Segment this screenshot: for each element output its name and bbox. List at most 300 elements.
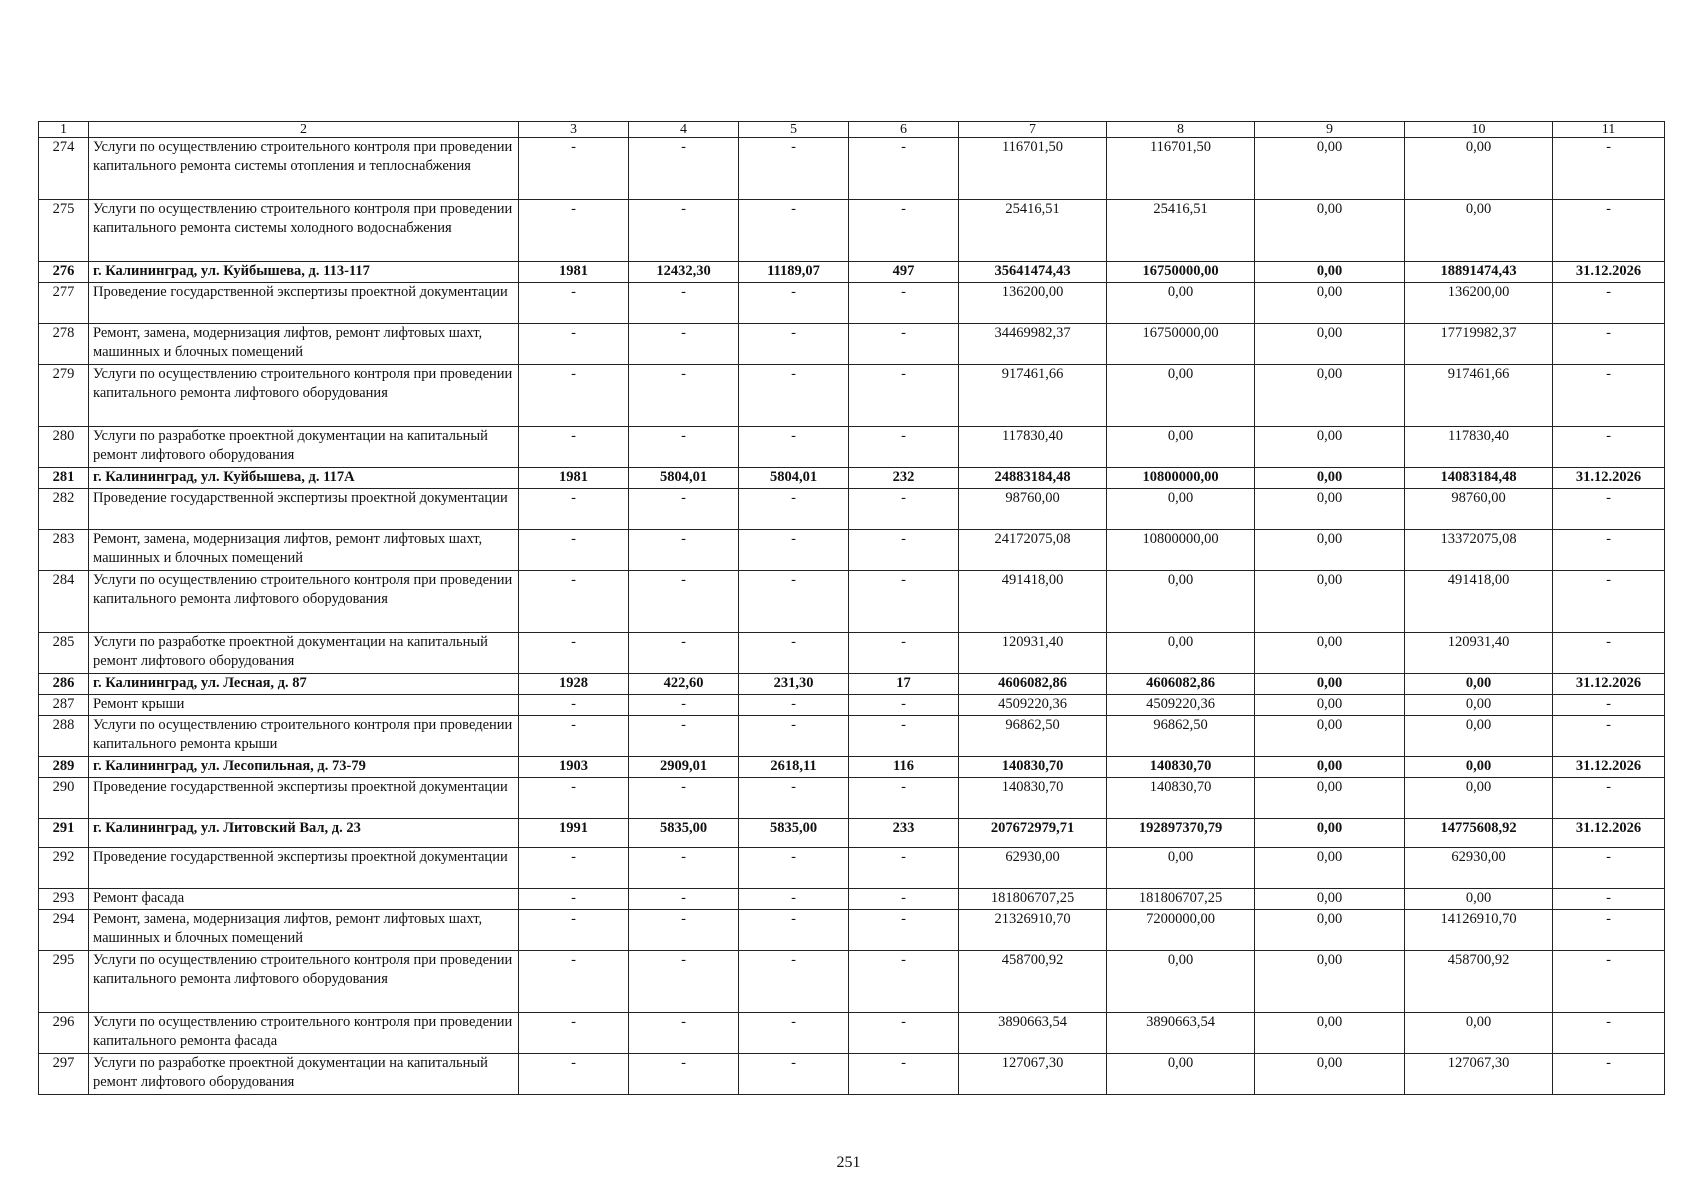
- residents: -: [849, 365, 959, 427]
- row-description: г. Калининград, ул. Куйбышева, д. 117А: [89, 468, 519, 489]
- cost-budget: 0,00: [1255, 262, 1405, 283]
- row-description: Услуги по осуществлению строительного контроля при проведении капитального ремонта крыши: [89, 716, 519, 757]
- row-description: Услуги по осуществлению строительного контроля при проведении капитального ремонта лифтового оборудования: [89, 365, 519, 427]
- cost-fund: 0,00: [1107, 489, 1255, 530]
- row-description: Проведение государственной экспертизы проектной документации: [89, 778, 519, 819]
- total-cost: 458700,92: [959, 951, 1107, 1013]
- cost-fund: 181806707,25: [1107, 889, 1255, 910]
- row-number: 278: [39, 324, 89, 365]
- completion-date: -: [1553, 283, 1665, 324]
- residents: 232: [849, 468, 959, 489]
- cost-fund: 0,00: [1107, 1054, 1255, 1095]
- row-number: 286: [39, 674, 89, 695]
- column-header: 7: [959, 122, 1107, 138]
- total-cost: 491418,00: [959, 571, 1107, 633]
- build-year: -: [519, 1054, 629, 1095]
- completion-date: 31.12.2026: [1553, 468, 1665, 489]
- total-cost: 116701,50: [959, 138, 1107, 200]
- living-area: -: [739, 324, 849, 365]
- total-area: -: [629, 283, 739, 324]
- residents: -: [849, 848, 959, 889]
- total-area: 12432,30: [629, 262, 739, 283]
- cost-budget: 0,00: [1255, 695, 1405, 716]
- living-area: -: [739, 200, 849, 262]
- row-description: Услуги по разработке проектной документации на капитальный ремонт лифтового оборудования: [89, 427, 519, 468]
- row-description: г. Калининград, ул. Литовский Вал, д. 23: [89, 819, 519, 848]
- cost-owners: 0,00: [1405, 674, 1553, 695]
- row-description: Услуги по осуществлению строительного контроля при проведении капитального ремонта лифтового оборудования: [89, 951, 519, 1013]
- residents: -: [849, 530, 959, 571]
- completion-date: -: [1553, 695, 1665, 716]
- completion-date: -: [1553, 200, 1665, 262]
- total-cost: 4509220,36: [959, 695, 1107, 716]
- total-cost: 207672979,71: [959, 819, 1107, 848]
- living-area: -: [739, 283, 849, 324]
- table-row: [39, 324, 1665, 365]
- total-cost: 62930,00: [959, 848, 1107, 889]
- address-row: [39, 468, 1665, 489]
- build-year: -: [519, 778, 629, 819]
- row-number: 274: [39, 138, 89, 200]
- table-row: [39, 951, 1665, 1013]
- cost-owners: 0,00: [1405, 1013, 1553, 1054]
- completion-date: -: [1553, 138, 1665, 200]
- build-year: -: [519, 138, 629, 200]
- total-area: -: [629, 848, 739, 889]
- living-area: -: [739, 951, 849, 1013]
- cost-fund: 140830,70: [1107, 778, 1255, 819]
- cost-owners: 0,00: [1405, 716, 1553, 757]
- living-area: -: [739, 848, 849, 889]
- total-area: -: [629, 427, 739, 468]
- cost-owners: 14083184,48: [1405, 468, 1553, 489]
- build-year: -: [519, 633, 629, 674]
- cost-budget: 0,00: [1255, 530, 1405, 571]
- row-description: Ремонт, замена, модернизация лифтов, ремонт лифтовых шахт, машинных и блочных помещений: [89, 530, 519, 571]
- total-cost: 140830,70: [959, 778, 1107, 819]
- residents: -: [849, 716, 959, 757]
- row-description: Ремонт крыши: [89, 695, 519, 716]
- build-year: -: [519, 571, 629, 633]
- living-area: 5835,00: [739, 819, 849, 848]
- capital-repair-table: [38, 121, 1665, 1095]
- table-row: [39, 1054, 1665, 1095]
- cost-owners: 0,00: [1405, 695, 1553, 716]
- living-area: -: [739, 778, 849, 819]
- total-area: -: [629, 889, 739, 910]
- total-area: -: [629, 695, 739, 716]
- build-year: -: [519, 324, 629, 365]
- residents: -: [849, 778, 959, 819]
- column-header: 6: [849, 122, 959, 138]
- row-number: 290: [39, 778, 89, 819]
- completion-date: -: [1553, 1054, 1665, 1095]
- residents: 17: [849, 674, 959, 695]
- cost-fund: 0,00: [1107, 951, 1255, 1013]
- residents: -: [849, 889, 959, 910]
- row-number: 279: [39, 365, 89, 427]
- row-description: Ремонт фасада: [89, 889, 519, 910]
- build-year: -: [519, 1013, 629, 1054]
- total-area: -: [629, 200, 739, 262]
- total-cost: 35641474,43: [959, 262, 1107, 283]
- address-row: [39, 262, 1665, 283]
- completion-date: -: [1553, 633, 1665, 674]
- table-row: [39, 778, 1665, 819]
- total-cost: 98760,00: [959, 489, 1107, 530]
- cost-fund: 0,00: [1107, 283, 1255, 324]
- living-area: -: [739, 365, 849, 427]
- row-description: г. Калининград, ул. Куйбышева, д. 113-117: [89, 262, 519, 283]
- living-area: -: [739, 695, 849, 716]
- build-year: -: [519, 427, 629, 468]
- completion-date: -: [1553, 365, 1665, 427]
- column-header: 1: [39, 122, 89, 138]
- cost-owners: 136200,00: [1405, 283, 1553, 324]
- cost-fund: 10800000,00: [1107, 530, 1255, 571]
- residents: -: [849, 283, 959, 324]
- row-number: 296: [39, 1013, 89, 1054]
- table-row: [39, 530, 1665, 571]
- cost-fund: 0,00: [1107, 848, 1255, 889]
- total-area: -: [629, 138, 739, 200]
- column-number-row: [39, 122, 1665, 138]
- cost-budget: 0,00: [1255, 716, 1405, 757]
- row-number: 282: [39, 489, 89, 530]
- cost-fund: 3890663,54: [1107, 1013, 1255, 1054]
- table-row: [39, 200, 1665, 262]
- row-number: 287: [39, 695, 89, 716]
- cost-budget: 0,00: [1255, 468, 1405, 489]
- cost-owners: 62930,00: [1405, 848, 1553, 889]
- row-description: Услуги по осуществлению строительного контроля при проведении капитального ремонта системы холодного водоснабжения: [89, 200, 519, 262]
- column-header: 10: [1405, 122, 1553, 138]
- build-year: -: [519, 716, 629, 757]
- cost-budget: 0,00: [1255, 889, 1405, 910]
- residents: -: [849, 427, 959, 468]
- total-area: 5835,00: [629, 819, 739, 848]
- cost-fund: 116701,50: [1107, 138, 1255, 200]
- residents: -: [849, 1013, 959, 1054]
- residents: -: [849, 489, 959, 530]
- row-number: 276: [39, 262, 89, 283]
- build-year: -: [519, 200, 629, 262]
- cost-fund: 7200000,00: [1107, 910, 1255, 951]
- cost-budget: 0,00: [1255, 283, 1405, 324]
- living-area: 231,30: [739, 674, 849, 695]
- cost-budget: 0,00: [1255, 951, 1405, 1013]
- cost-fund: 4606082,86: [1107, 674, 1255, 695]
- living-area: 2618,11: [739, 757, 849, 778]
- completion-date: -: [1553, 1013, 1665, 1054]
- completion-date: -: [1553, 778, 1665, 819]
- row-number: 280: [39, 427, 89, 468]
- total-cost: 136200,00: [959, 283, 1107, 324]
- completion-date: -: [1553, 716, 1665, 757]
- total-cost: 917461,66: [959, 365, 1107, 427]
- row-description: Проведение государственной экспертизы проектной документации: [89, 848, 519, 889]
- build-year: 1903: [519, 757, 629, 778]
- total-cost: 120931,40: [959, 633, 1107, 674]
- page-number: 251: [836, 1154, 861, 1171]
- total-area: -: [629, 910, 739, 951]
- cost-owners: 917461,66: [1405, 365, 1553, 427]
- column-header: 11: [1553, 122, 1665, 138]
- cost-owners: 127067,30: [1405, 1054, 1553, 1095]
- build-year: -: [519, 365, 629, 427]
- build-year: 1928: [519, 674, 629, 695]
- column-header: 8: [1107, 122, 1255, 138]
- row-number: 289: [39, 757, 89, 778]
- table-row: [39, 489, 1665, 530]
- residents: 497: [849, 262, 959, 283]
- residents: -: [849, 200, 959, 262]
- address-row: [39, 674, 1665, 695]
- table-row: [39, 848, 1665, 889]
- cost-budget: 0,00: [1255, 427, 1405, 468]
- build-year: -: [519, 889, 629, 910]
- cost-owners: 0,00: [1405, 200, 1553, 262]
- living-area: -: [739, 910, 849, 951]
- build-year: -: [519, 695, 629, 716]
- row-number: 281: [39, 468, 89, 489]
- row-description: Проведение государственной экспертизы проектной документации: [89, 283, 519, 324]
- cost-fund: 0,00: [1107, 365, 1255, 427]
- total-area: -: [629, 324, 739, 365]
- total-area: 422,60: [629, 674, 739, 695]
- total-area: -: [629, 365, 739, 427]
- table-row: [39, 633, 1665, 674]
- table-row: [39, 138, 1665, 200]
- cost-owners: 458700,92: [1405, 951, 1553, 1013]
- build-year: 1981: [519, 262, 629, 283]
- residents: -: [849, 1054, 959, 1095]
- build-year: 1991: [519, 819, 629, 848]
- total-area: -: [629, 530, 739, 571]
- build-year: -: [519, 530, 629, 571]
- living-area: -: [739, 716, 849, 757]
- living-area: 5804,01: [739, 468, 849, 489]
- table-row: [39, 695, 1665, 716]
- row-description: г. Калининград, ул. Лесная, д. 87: [89, 674, 519, 695]
- completion-date: -: [1553, 489, 1665, 530]
- row-description: Проведение государственной экспертизы проектной документации: [89, 489, 519, 530]
- total-cost: 34469982,37: [959, 324, 1107, 365]
- cost-budget: 0,00: [1255, 489, 1405, 530]
- row-description: г. Калининград, ул. Лесопильная, д. 73-79: [89, 757, 519, 778]
- cost-owners: 491418,00: [1405, 571, 1553, 633]
- cost-fund: 16750000,00: [1107, 262, 1255, 283]
- cost-fund: 140830,70: [1107, 757, 1255, 778]
- living-area: -: [739, 1054, 849, 1095]
- cost-budget: 0,00: [1255, 138, 1405, 200]
- cost-owners: 18891474,43: [1405, 262, 1553, 283]
- cost-owners: 17719982,37: [1405, 324, 1553, 365]
- build-year: -: [519, 951, 629, 1013]
- row-number: 275: [39, 200, 89, 262]
- total-area: -: [629, 1013, 739, 1054]
- cost-owners: 14126910,70: [1405, 910, 1553, 951]
- cost-budget: 0,00: [1255, 324, 1405, 365]
- cost-owners: 0,00: [1405, 138, 1553, 200]
- residents: -: [849, 951, 959, 1013]
- cost-owners: 13372075,08: [1405, 530, 1553, 571]
- cost-fund: 10800000,00: [1107, 468, 1255, 489]
- column-header: 2: [89, 122, 519, 138]
- cost-budget: 0,00: [1255, 571, 1405, 633]
- total-area: -: [629, 571, 739, 633]
- build-year: -: [519, 910, 629, 951]
- cost-budget: 0,00: [1255, 848, 1405, 889]
- completion-date: -: [1553, 910, 1665, 951]
- cost-fund: 16750000,00: [1107, 324, 1255, 365]
- address-row: [39, 757, 1665, 778]
- living-area: -: [739, 530, 849, 571]
- row-description: Услуги по разработке проектной документации на капитальный ремонт лифтового оборудования: [89, 633, 519, 674]
- row-number: 297: [39, 1054, 89, 1095]
- table-row: [39, 283, 1665, 324]
- total-cost: 117830,40: [959, 427, 1107, 468]
- living-area: -: [739, 889, 849, 910]
- total-cost: 21326910,70: [959, 910, 1107, 951]
- table-row: [39, 910, 1665, 951]
- residents: 116: [849, 757, 959, 778]
- column-header: 4: [629, 122, 739, 138]
- total-cost: 24172075,08: [959, 530, 1107, 571]
- cost-owners: 117830,40: [1405, 427, 1553, 468]
- row-number: 292: [39, 848, 89, 889]
- cost-owners: 98760,00: [1405, 489, 1553, 530]
- residents: 233: [849, 819, 959, 848]
- total-cost: 4606082,86: [959, 674, 1107, 695]
- column-header: 9: [1255, 122, 1405, 138]
- completion-date: 31.12.2026: [1553, 819, 1665, 848]
- row-description: Услуги по осуществлению строительного контроля при проведении капитального ремонта системы отопления и теплоснабжения: [89, 138, 519, 200]
- cost-budget: 0,00: [1255, 1054, 1405, 1095]
- total-area: 2909,01: [629, 757, 739, 778]
- cost-owners: 14775608,92: [1405, 819, 1553, 848]
- cost-budget: 0,00: [1255, 910, 1405, 951]
- row-description: Ремонт, замена, модернизация лифтов, ремонт лифтовых шахт, машинных и блочных помещений: [89, 910, 519, 951]
- total-area: -: [629, 489, 739, 530]
- total-cost: 25416,51: [959, 200, 1107, 262]
- residents: -: [849, 910, 959, 951]
- living-area: -: [739, 633, 849, 674]
- cost-budget: 0,00: [1255, 633, 1405, 674]
- cost-budget: 0,00: [1255, 819, 1405, 848]
- total-area: -: [629, 1054, 739, 1095]
- living-area: -: [739, 138, 849, 200]
- cost-budget: 0,00: [1255, 674, 1405, 695]
- cost-fund: 0,00: [1107, 633, 1255, 674]
- residents: -: [849, 138, 959, 200]
- cost-fund: 96862,50: [1107, 716, 1255, 757]
- cost-fund: 25416,51: [1107, 200, 1255, 262]
- total-cost: 127067,30: [959, 1054, 1107, 1095]
- row-number: 285: [39, 633, 89, 674]
- row-number: 293: [39, 889, 89, 910]
- living-area: -: [739, 427, 849, 468]
- residents: -: [849, 633, 959, 674]
- completion-date: 31.12.2026: [1553, 757, 1665, 778]
- cost-owners: 0,00: [1405, 778, 1553, 819]
- cost-fund: 0,00: [1107, 427, 1255, 468]
- document-sheet: [38, 121, 1664, 1095]
- row-number: 283: [39, 530, 89, 571]
- cost-budget: 0,00: [1255, 365, 1405, 427]
- completion-date: -: [1553, 530, 1665, 571]
- row-description: Услуги по разработке проектной документации на капитальный ремонт лифтового оборудования: [89, 1054, 519, 1095]
- row-description: Ремонт, замена, модернизация лифтов, ремонт лифтовых шахт, машинных и блочных помещений: [89, 324, 519, 365]
- cost-budget: 0,00: [1255, 778, 1405, 819]
- build-year: -: [519, 848, 629, 889]
- completion-date: 31.12.2026: [1553, 262, 1665, 283]
- residents: -: [849, 695, 959, 716]
- row-description: Услуги по осуществлению строительного контроля при проведении капитального ремонта фасада: [89, 1013, 519, 1054]
- completion-date: -: [1553, 571, 1665, 633]
- table-row: [39, 716, 1665, 757]
- row-number: 295: [39, 951, 89, 1013]
- total-cost: 96862,50: [959, 716, 1107, 757]
- living-area: -: [739, 489, 849, 530]
- row-number: 284: [39, 571, 89, 633]
- cost-fund: 192897370,79: [1107, 819, 1255, 848]
- cost-fund: 0,00: [1107, 571, 1255, 633]
- living-area: 11189,07: [739, 262, 849, 283]
- living-area: -: [739, 571, 849, 633]
- table-row: [39, 427, 1665, 468]
- residents: -: [849, 324, 959, 365]
- column-header: 5: [739, 122, 849, 138]
- total-area: -: [629, 778, 739, 819]
- completion-date: 31.12.2026: [1553, 674, 1665, 695]
- row-number: 277: [39, 283, 89, 324]
- row-number: 288: [39, 716, 89, 757]
- completion-date: -: [1553, 951, 1665, 1013]
- completion-date: -: [1553, 427, 1665, 468]
- row-number: 291: [39, 819, 89, 848]
- row-number: 294: [39, 910, 89, 951]
- total-cost: 181806707,25: [959, 889, 1107, 910]
- table-row: [39, 571, 1665, 633]
- table-row: [39, 1013, 1665, 1054]
- build-year: -: [519, 489, 629, 530]
- completion-date: -: [1553, 848, 1665, 889]
- build-year: -: [519, 283, 629, 324]
- completion-date: -: [1553, 324, 1665, 365]
- cost-owners: 0,00: [1405, 889, 1553, 910]
- total-area: -: [629, 951, 739, 1013]
- total-cost: 3890663,54: [959, 1013, 1107, 1054]
- living-area: -: [739, 1013, 849, 1054]
- build-year: 1981: [519, 468, 629, 489]
- completion-date: -: [1553, 889, 1665, 910]
- cost-budget: 0,00: [1255, 1013, 1405, 1054]
- total-area: -: [629, 633, 739, 674]
- residents: -: [849, 571, 959, 633]
- cost-fund: 4509220,36: [1107, 695, 1255, 716]
- table-row: [39, 365, 1665, 427]
- total-cost: 140830,70: [959, 757, 1107, 778]
- address-row: [39, 819, 1665, 848]
- cost-budget: 0,00: [1255, 200, 1405, 262]
- total-cost: 24883184,48: [959, 468, 1107, 489]
- column-header: 3: [519, 122, 629, 138]
- cost-owners: 0,00: [1405, 757, 1553, 778]
- total-area: 5804,01: [629, 468, 739, 489]
- table-row: [39, 889, 1665, 910]
- cost-owners: 120931,40: [1405, 633, 1553, 674]
